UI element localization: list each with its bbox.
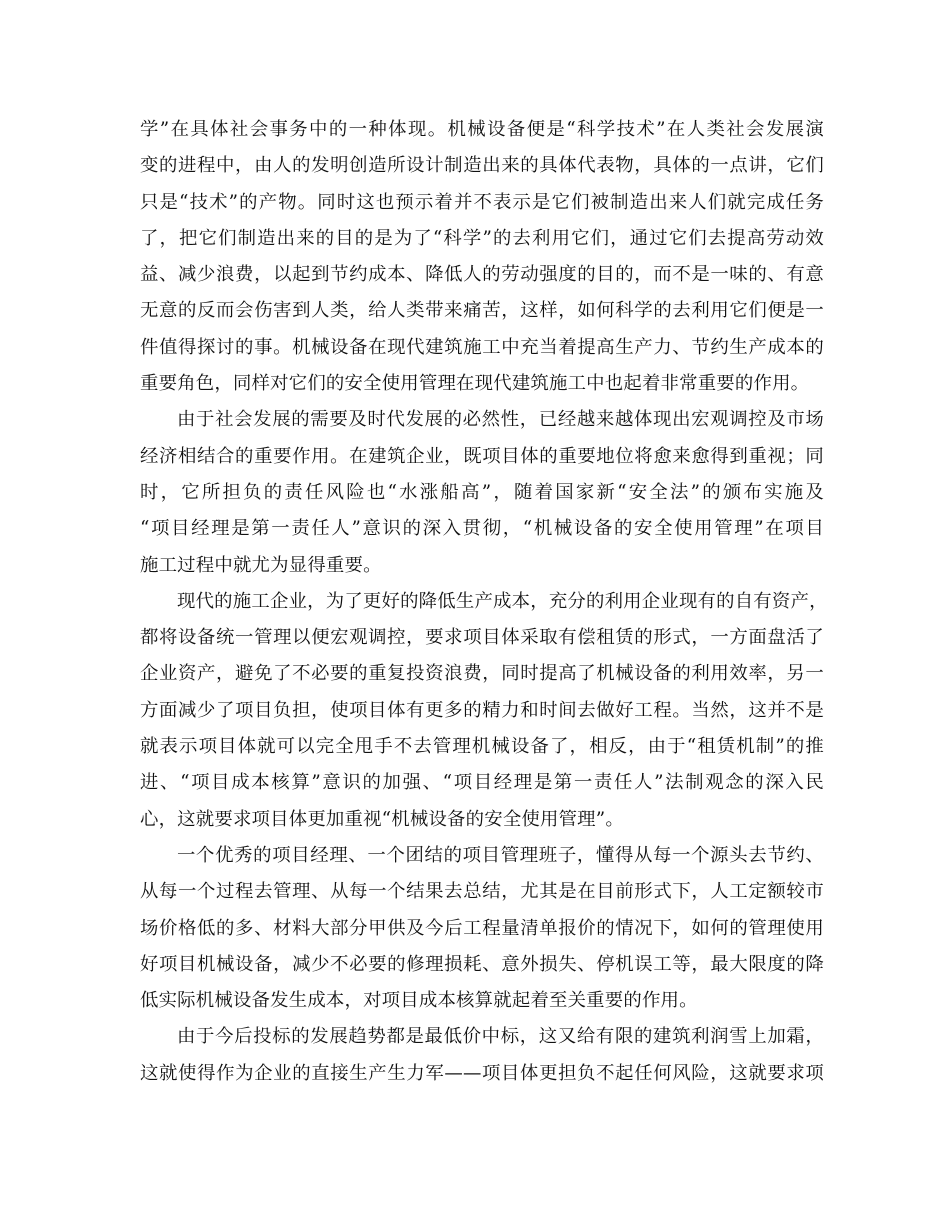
text-line: 一个优秀的项目经理、一个团结的项目管理班子，懂得从每一个源头去节约、 <box>177 844 824 866</box>
text-line: 学”在具体社会事务中的一种体现。机械设备便是“科学技术”在人类社会发展演 <box>140 119 824 140</box>
paragraph <box>140 584 828 838</box>
text-line: 重要角色，同样对它们的安全使用管理在现代建筑施工中也起着非常重要的作用。 <box>140 373 810 395</box>
text-line: 从每一个过程去管理、从每一个结果去总结，尤其是在目前形式下，人工定额较市 <box>140 881 824 903</box>
text-line: 只是“技术”的产物。同时这也预示着并不表示是它们被制造出来人们就完成任务 <box>140 191 824 213</box>
document-body <box>140 112 828 1092</box>
text-line: 了，把它们制造出来的目的是为了“科学”的去利用它们，通过它们去提高劳动效 <box>140 227 824 249</box>
text-line: 就表示项目体就可以完全甩手不去管理机械设备了，相反，由于“租赁机制”的推 <box>140 736 824 758</box>
text-line: 现代的施工企业，为了更好的降低生产成本，充分的利用企业现有的自有资产， <box>177 590 828 612</box>
text-line: 件值得探讨的事。机械设备在现代建筑施工中充当着提高生产力、节约生产成本的 <box>140 336 824 358</box>
paragraph <box>140 1019 824 1092</box>
text-line: 由于今后投标的发展趋势都是最低价中标，这又给有限的建筑利润雪上加霜， <box>177 1026 824 1048</box>
text-line: 好项目机械设备，减少不必要的修理损耗、意外损失、停机误工等，最大限度的降 <box>140 953 824 975</box>
paragraph <box>140 402 824 583</box>
text-line: 企业资产，避免了不必要的重复投资浪费，同时提高了机械设备的利用效率，另一 <box>140 663 824 685</box>
text-line: 进、“项目成本核算”意识的加强、“项目经理是第一责任人”法制观念的深入民 <box>140 772 824 794</box>
text-line: “项目经理是第一责任人”意识的深入贯彻，“机械设备的安全使用管理”在项目 <box>140 518 824 540</box>
text-line: 低实际机械设备发生成本，对项目成本核算就起着至关重要的作用。 <box>140 990 698 1012</box>
text-line: 这就使得作为企业的直接生产生力军——项目体更担负不起任何风险，这就要求项 <box>140 1062 824 1084</box>
text-line: 由于社会发展的需要及时代发展的必然性，已经越来越体现出宏观调控及市场 <box>177 409 824 431</box>
text-line: 心，这就要求项目体更加重视“机械设备的安全使用管理”。 <box>140 808 624 830</box>
text-line: 方面减少了项目负担，使项目体有更多的精力和时间去做好工程。当然，这并不是 <box>140 699 824 721</box>
text-line: 益、减少浪费，以起到节约成本、降低人的劳动强度的目的，而不是一味的、有意 <box>140 264 824 286</box>
text-line: 施工过程中就尤为显得重要。 <box>140 554 382 576</box>
text-line: 变的进程中，由人的发明创造所设计制造出来的具体代表物，具体的一点讲，它们 <box>140 155 824 177</box>
text-line: 经济相结合的重要作用。在建筑企业，既项目体的重要地位将愈来愈得到重视；同 <box>140 445 824 467</box>
paragraph <box>140 112 824 402</box>
text-line: 场价格低的多、材料大部分甲供及今后工程量清单报价的情况下，如何的管理使用 <box>140 917 824 939</box>
paragraph <box>140 838 824 1019</box>
text-line: 时，它所担负的责任风险也“水涨船高”，随着国家新“安全法”的颁布实施及 <box>140 481 824 503</box>
text-line: 都将设备统一管理以便宏观调控，要求项目体采取有偿租赁的形式，一方面盘活了 <box>140 627 824 649</box>
document-page <box>140 112 828 1092</box>
text-line: 无意的反而会伤害到人类，给人类带来痛苦，这样，如何科学的去利用它们便是一 <box>140 300 824 322</box>
